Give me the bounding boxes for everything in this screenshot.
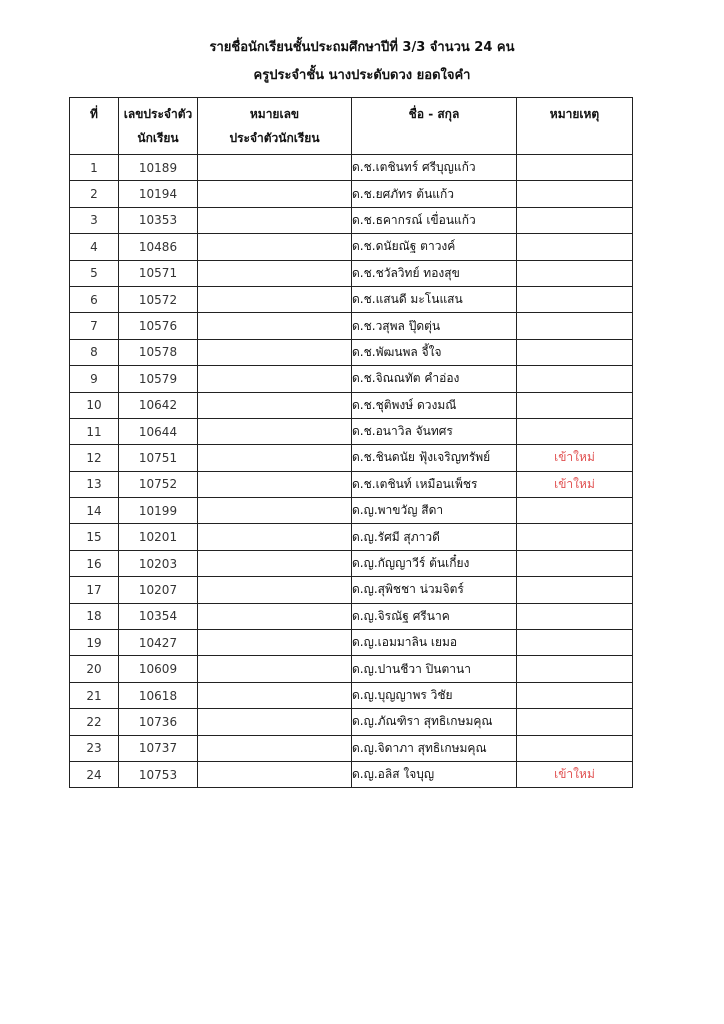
cell-remark: [517, 181, 633, 207]
table-row: [70, 445, 633, 471]
cell-national-id: [198, 286, 352, 312]
table-row: [70, 709, 633, 735]
table-row: [70, 656, 633, 682]
table-row: [70, 418, 633, 444]
table-body: [70, 155, 633, 788]
cell-national-id: [198, 313, 352, 339]
cell-no: 5: [70, 260, 119, 286]
cell-national-id: [198, 260, 352, 286]
cell-no: 21: [70, 682, 119, 708]
cell-no: 16: [70, 550, 119, 576]
table-row: [70, 577, 633, 603]
table-row: [70, 550, 633, 576]
cell-national-id: [198, 445, 352, 471]
cell-student-id: 10644: [119, 418, 198, 444]
cell-remark: [517, 709, 633, 735]
cell-student-id: 10618: [119, 682, 198, 708]
cell-student-id: 10579: [119, 366, 198, 392]
cell-student-id: 10642: [119, 392, 198, 418]
cell-name: ด.ญ.สุพิชชา น่วมจิตร์: [352, 577, 517, 603]
table-row: [70, 603, 633, 629]
cell-remark: เข้าใหม่: [517, 471, 633, 497]
table-row: [70, 155, 633, 181]
cell-student-id: 10354: [119, 603, 198, 629]
page-title: รายชื่อนักเรียนชั้นประถมศึกษาปีที่ 3/3 จำนวน 24 คน: [209, 40, 515, 55]
table-row: [70, 339, 633, 365]
cell-remark: [517, 550, 633, 576]
cell-national-id: [198, 155, 352, 181]
cell-student-id: 10207: [119, 577, 198, 603]
cell-student-id: 10578: [119, 339, 198, 365]
cell-remark: [517, 260, 633, 286]
cell-name: ด.ช.วสุพล ปุ๊ดตุ่น: [352, 313, 517, 339]
cell-name: ด.ช.เตชินทร์ ศรีบุญแก้ว: [352, 155, 517, 181]
cell-remark: [517, 207, 633, 233]
cell-remark: เข้าใหม่: [517, 761, 633, 787]
cell-no: 9: [70, 366, 119, 392]
cell-student-id: 10752: [119, 471, 198, 497]
cell-no: 7: [70, 313, 119, 339]
cell-name: ด.ช.พัฒนพล จี้ใจ: [352, 339, 517, 365]
cell-national-id: [198, 524, 352, 550]
cell-remark: [517, 524, 633, 550]
cell-name: ด.ญ.เอมมาลิน เยมอ: [352, 630, 517, 656]
cell-national-id: [198, 577, 352, 603]
table-row: [70, 234, 633, 260]
cell-national-id: [198, 392, 352, 418]
cell-remark: [517, 286, 633, 312]
cell-name: ด.ญ.กัญญาวีร์ ต้นเกี๋ยง: [352, 550, 517, 576]
table-row: [70, 366, 633, 392]
cell-no: 15: [70, 524, 119, 550]
cell-name: ด.ช.ชวัลวิทย์ ทองสุข: [352, 260, 517, 286]
cell-remark: เข้าใหม่: [517, 445, 633, 471]
cell-national-id: [198, 761, 352, 787]
header-no: ที่: [70, 98, 119, 155]
cell-no: 22: [70, 709, 119, 735]
cell-name: ด.ญ.ปานชีวา ปินตานา: [352, 656, 517, 682]
table-row: [70, 682, 633, 708]
cell-national-id: [198, 656, 352, 682]
table-row: [70, 392, 633, 418]
cell-name: ด.ช.ชุติพงษ์ ดวงมณี: [352, 392, 517, 418]
cell-no: 6: [70, 286, 119, 312]
student-roster-table: [69, 97, 633, 788]
cell-no: 17: [70, 577, 119, 603]
cell-national-id: [198, 418, 352, 444]
cell-no: 8: [70, 339, 119, 365]
table-row: [70, 181, 633, 207]
table-header-row: [70, 98, 633, 155]
cell-national-id: [198, 550, 352, 576]
cell-name: ด.ญ.อลิส ใจบุญ: [352, 761, 517, 787]
cell-student-id: 10736: [119, 709, 198, 735]
cell-no: 14: [70, 498, 119, 524]
cell-national-id: [198, 603, 352, 629]
cell-remark: [517, 577, 633, 603]
cell-name: ด.ช.ชินดนัย ฟุ้งเจริญทรัพย์: [352, 445, 517, 471]
cell-student-id: 10737: [119, 735, 198, 761]
cell-name: ด.ญ.รัศมี สุภาวดี: [352, 524, 517, 550]
cell-student-id: 10751: [119, 445, 198, 471]
cell-remark: [517, 155, 633, 181]
cell-national-id: [198, 471, 352, 497]
cell-national-id: [198, 207, 352, 233]
cell-student-id: 10203: [119, 550, 198, 576]
table-row: [70, 735, 633, 761]
cell-national-id: [198, 366, 352, 392]
cell-student-id: 10194: [119, 181, 198, 207]
cell-no: 13: [70, 471, 119, 497]
page-subtitle: ครูประจำชั้น นางประดับดวง ยอดใจคำ: [253, 68, 471, 83]
cell-remark: [517, 392, 633, 418]
cell-name: ด.ช.เตชินท์ เหมือนเพ็ชร: [352, 471, 517, 497]
table-row: [70, 630, 633, 656]
cell-student-id: 10427: [119, 630, 198, 656]
cell-national-id: [198, 498, 352, 524]
cell-name: ด.ญ.จิดาภา สุทธิเกษมคุณ: [352, 735, 517, 761]
cell-no: 19: [70, 630, 119, 656]
header-name: ชื่อ - สกุล: [352, 98, 517, 155]
table-row: [70, 761, 633, 787]
cell-student-id: 10353: [119, 207, 198, 233]
cell-national-id: [198, 735, 352, 761]
cell-name: ด.ญ.จิรณัฐ ศรีนาค: [352, 603, 517, 629]
cell-remark: [517, 630, 633, 656]
cell-student-id: 10571: [119, 260, 198, 286]
cell-national-id: [198, 709, 352, 735]
cell-remark: [517, 656, 633, 682]
cell-no: 20: [70, 656, 119, 682]
header-remark: หมายเหตุ: [517, 98, 633, 155]
cell-no: 23: [70, 735, 119, 761]
cell-student-id: 10199: [119, 498, 198, 524]
table-row: [70, 207, 633, 233]
cell-student-id: 10753: [119, 761, 198, 787]
table-row: [70, 471, 633, 497]
cell-no: 12: [70, 445, 119, 471]
cell-name: ด.ช.ธคากรณ์ เขื่อนแก้ว: [352, 207, 517, 233]
cell-student-id: 10576: [119, 313, 198, 339]
cell-name: ด.ญ.ภัณฑิรา สุทธิเกษมคุณ: [352, 709, 517, 735]
cell-no: 2: [70, 181, 119, 207]
cell-name: ด.ญ.พาขวัญ สีดา: [352, 498, 517, 524]
cell-remark: [517, 603, 633, 629]
cell-name: ด.ช.อนาวิล จันทศร: [352, 418, 517, 444]
cell-national-id: [198, 630, 352, 656]
cell-name: ด.ช.ยศภัทร ต้นแก้ว: [352, 181, 517, 207]
cell-no: 4: [70, 234, 119, 260]
cell-national-id: [198, 181, 352, 207]
cell-no: 18: [70, 603, 119, 629]
cell-national-id: [198, 234, 352, 260]
cell-student-id: 10201: [119, 524, 198, 550]
cell-no: 1: [70, 155, 119, 181]
cell-name: ด.ญ.บุญญาพร วิชัย: [352, 682, 517, 708]
cell-name: ด.ช.แสนดี มะโนแสน: [352, 286, 517, 312]
header-national-id: หมายเลข ประจำตัวนักเรียน: [198, 98, 352, 155]
cell-no: 11: [70, 418, 119, 444]
cell-remark: [517, 339, 633, 365]
cell-student-id: 10572: [119, 286, 198, 312]
cell-national-id: [198, 339, 352, 365]
cell-student-id: 10486: [119, 234, 198, 260]
cell-remark: [517, 366, 633, 392]
cell-no: 10: [70, 392, 119, 418]
cell-remark: [517, 313, 633, 339]
cell-name: ด.ช.ดนัยณัฐ ตาวงค์: [352, 234, 517, 260]
cell-remark: [517, 498, 633, 524]
cell-no: 24: [70, 761, 119, 787]
cell-national-id: [198, 682, 352, 708]
table-row: [70, 260, 633, 286]
table-row: [70, 286, 633, 312]
cell-student-id: 10189: [119, 155, 198, 181]
cell-no: 3: [70, 207, 119, 233]
cell-remark: [517, 735, 633, 761]
cell-remark: [517, 418, 633, 444]
cell-name: ด.ช.จิณณทัต คำอ่อง: [352, 366, 517, 392]
cell-remark: [517, 234, 633, 260]
table-row: [70, 524, 633, 550]
cell-remark: [517, 682, 633, 708]
table-row: [70, 313, 633, 339]
table-row: [70, 498, 633, 524]
header-student-id: เลขประจำตัว นักเรียน: [119, 98, 198, 155]
cell-student-id: 10609: [119, 656, 198, 682]
